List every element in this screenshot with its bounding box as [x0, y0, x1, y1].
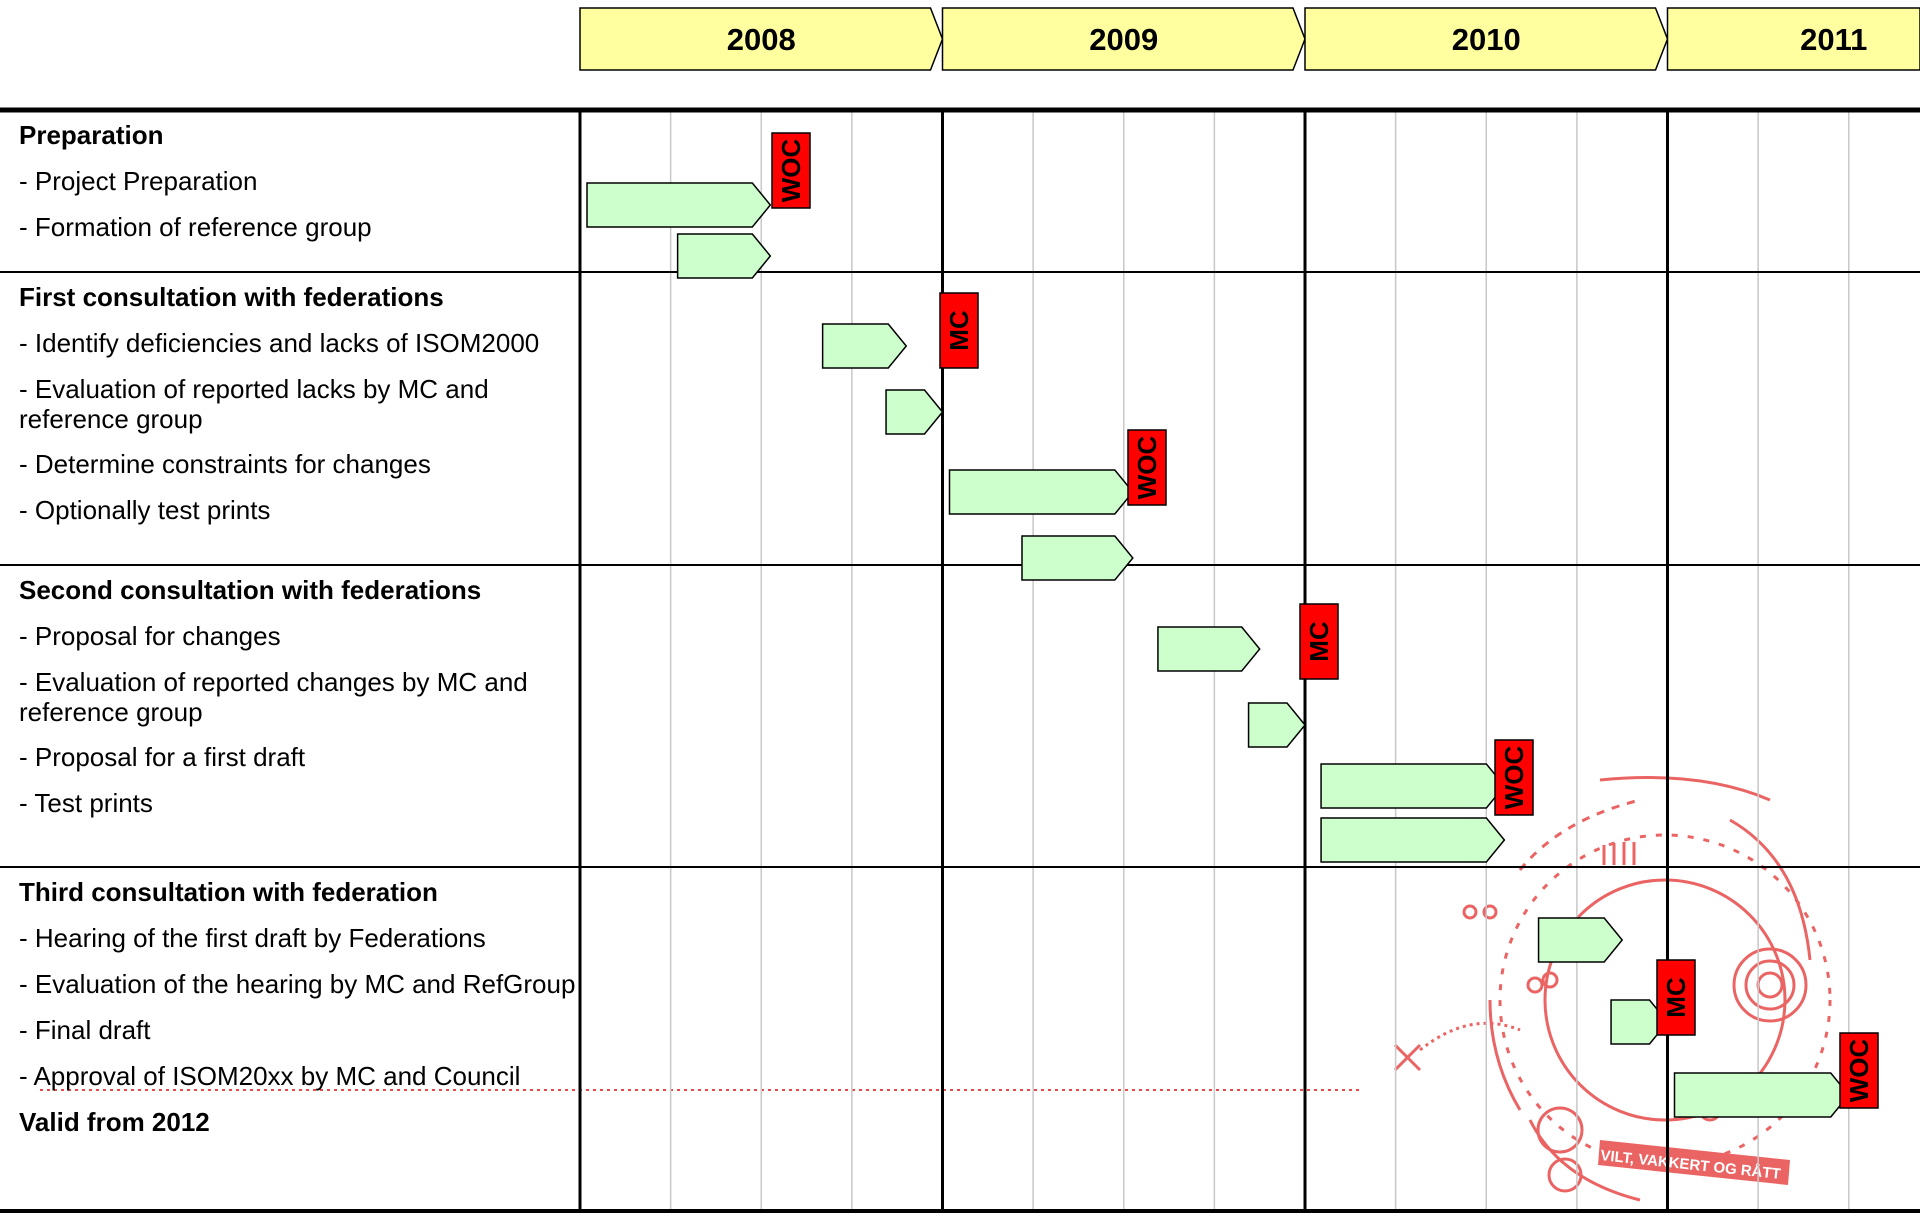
task-bar [1321, 764, 1504, 808]
year-label-2010: 2010 [1451, 22, 1521, 57]
task-bar [950, 470, 1133, 514]
task-bar [587, 183, 770, 227]
task-label: - Determine constraints for changes [19, 449, 431, 479]
task-label: - Formation of reference group [19, 212, 372, 242]
year-label-2009: 2009 [1089, 22, 1159, 57]
task-bar [1249, 703, 1305, 747]
milestone-label: MC [944, 310, 974, 351]
milestone-label: WOC [1499, 745, 1529, 810]
task-label: - Project Preparation [19, 166, 258, 196]
task-bar [1675, 1073, 1849, 1117]
section-title: Third consultation with federation [19, 877, 438, 907]
task-label: - Optionally test prints [19, 495, 271, 525]
task-bar [886, 390, 942, 434]
task-label: - Identify deficiencies and lacks of ISOM2000 [19, 328, 540, 358]
task-bar [823, 324, 907, 368]
task-bar [1158, 627, 1260, 671]
task-label: - Evaluation of the hearing by MC and RefGroup [19, 969, 576, 999]
milestone-label: WOC [1132, 435, 1162, 500]
milestone-label: MC [1661, 977, 1691, 1018]
task-bar [1321, 818, 1504, 862]
section-title: First consultation with federations [19, 282, 444, 312]
task-label: - Proposal for changes [19, 621, 281, 651]
task-bar [678, 234, 771, 278]
task-label: - Final draft [19, 1015, 151, 1045]
task-label: - Evaluation of reported lacks by MC and reference group [19, 374, 489, 434]
footer-label: Valid from 2012 [19, 1107, 210, 1137]
milestone-label: WOC [1844, 1038, 1874, 1103]
section-title: Second consultation with federations [19, 575, 482, 605]
milestone-label: MC [1304, 621, 1334, 662]
task-label: - Proposal for a first draft [19, 742, 306, 772]
task-bar [1022, 536, 1133, 580]
milestone-label: WOC [776, 138, 806, 203]
task-label: - Hearing of the first draft by Federations [19, 923, 486, 953]
year-label-2008: 2008 [726, 22, 796, 57]
task-label: - Evaluation of reported changes by MC and reference group [19, 667, 528, 727]
year-label-2011: 2011 [1800, 22, 1868, 57]
year-chevron-2011 [1668, 8, 1920, 70]
task-label: - Test prints [19, 788, 153, 818]
section-title: Preparation [19, 120, 164, 150]
task-label: - Approval of ISOM20xx by MC and Council [19, 1061, 521, 1091]
stamp-text: VILT, VAKKERT OG RÅTT [1599, 1147, 1782, 1183]
task-bar [1539, 918, 1623, 962]
